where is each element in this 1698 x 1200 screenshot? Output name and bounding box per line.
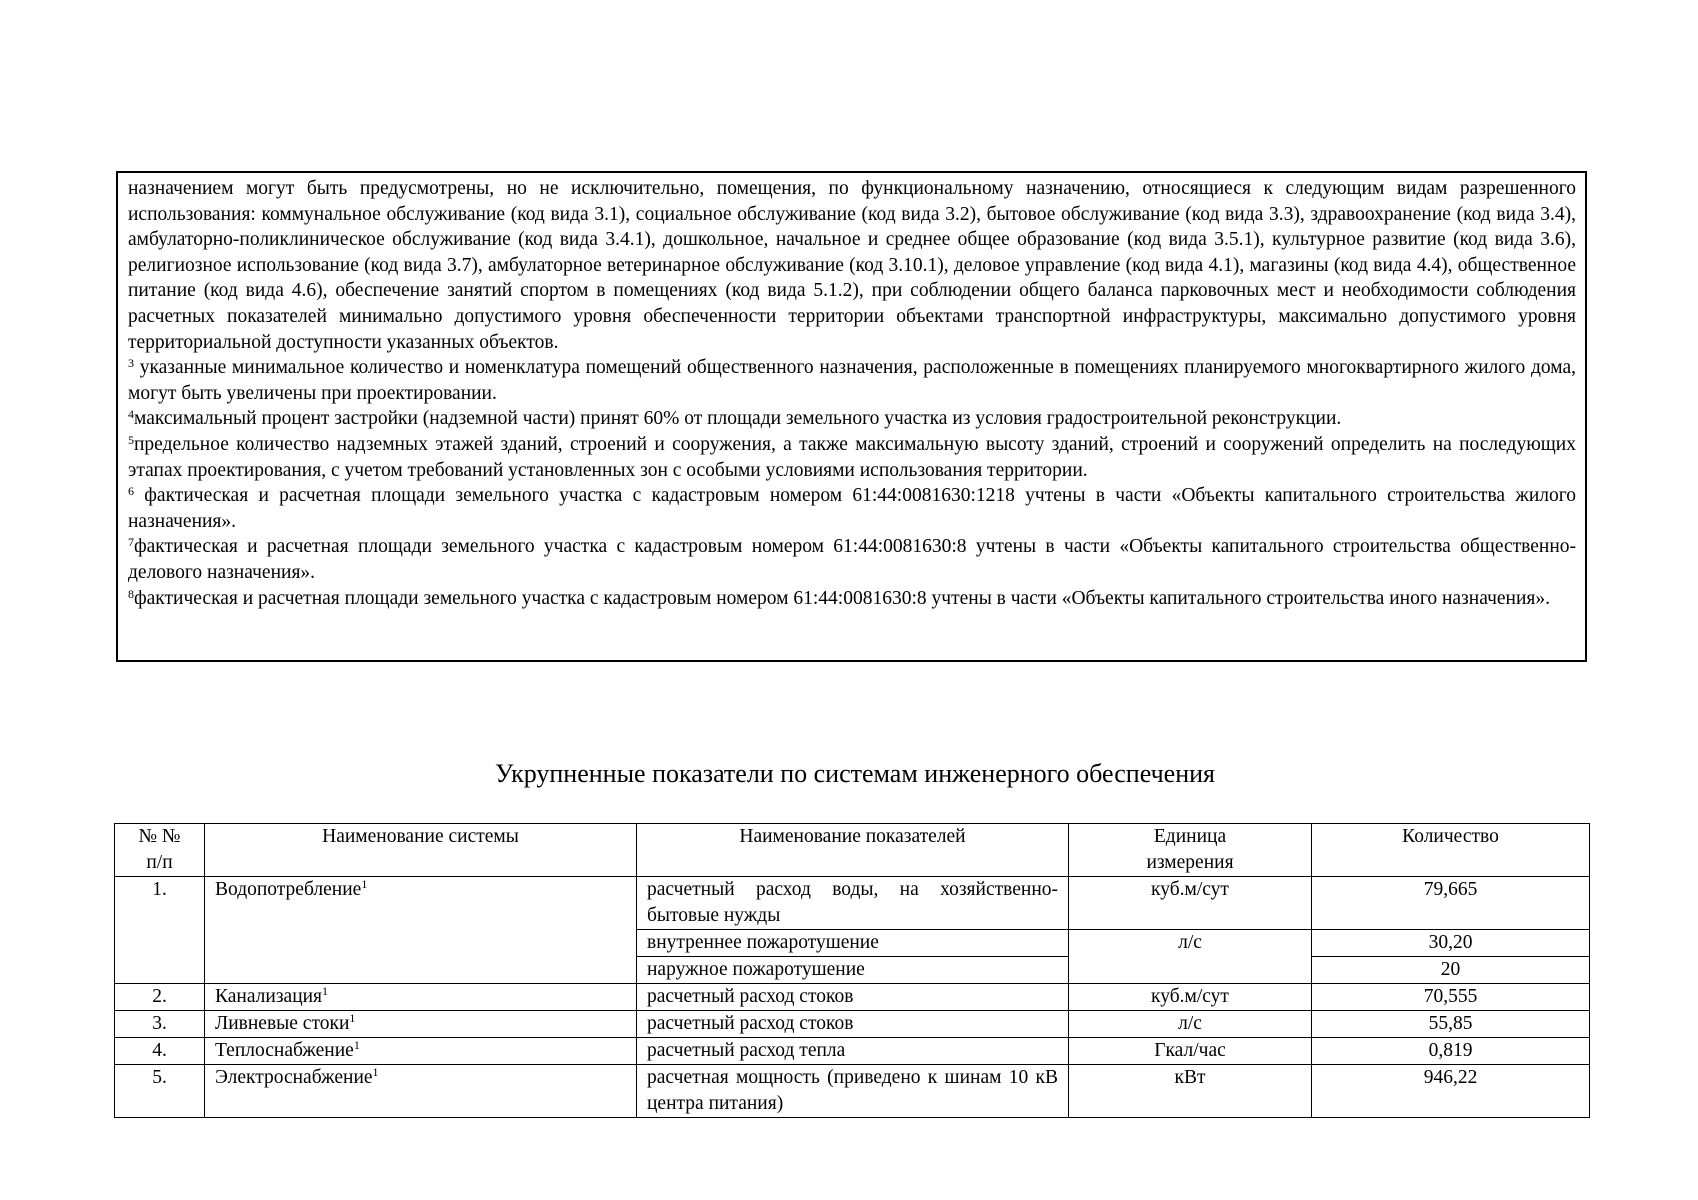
footnote-mark: 8 <box>128 586 134 601</box>
footnote-4: $^4$максимальный процент застройки (надземной части) принят 60% от площади земельного участка из условия градостроительной реконструкции. <box>128 407 1342 430</box>
footnote-mark: 6 <box>128 484 134 499</box>
system-name: Водопотребление$^1$ <box>205 877 637 984</box>
quantity: 79,665 <box>1312 877 1590 930</box>
quantity: 946,22 <box>1312 1065 1590 1118</box>
unit: Гкал/час <box>1069 1038 1312 1065</box>
indicator-name: расчетный расход стоков <box>637 1011 1069 1038</box>
header-system: Наименование системы <box>205 824 637 877</box>
footnote-6: $^6$ фактическая и расчетная площади земельного участка с кадастровым номером 61:44:0081630:1218 учтены в части «Объекты капитального строительства жилого назначения». <box>128 484 1576 532</box>
quantity: 55,85 <box>1312 1011 1590 1038</box>
table-row <box>115 1065 1590 1118</box>
footnote-mark: 7 <box>128 535 134 550</box>
system-name: Теплоснабжение$^1$ <box>205 1038 637 1065</box>
indicator-name: расчетный расход тепла <box>637 1038 1069 1065</box>
indicator-name: расчетный расход воды, на хозяйственно-бытовые нужды <box>637 877 1069 930</box>
section-title: Укрупненные показатели по системам инженерного обеспечения <box>494 759 1215 788</box>
header-number: № № п/п <box>115 824 205 877</box>
footnote-mark: 1 <box>353 1038 360 1052</box>
footnote-7: $^7$фактическая и расчетная площади земельного участка с кадастровым номером 61:44:0081630:8 учтены в части «Объекты капитального строительства общественно-делового назначения». <box>128 535 1576 583</box>
table-row <box>115 1038 1590 1065</box>
header-indicator: Наименование показателей <box>637 824 1069 877</box>
footnote-mark: 3 <box>128 356 134 371</box>
system-name: Канализация$^1$ <box>205 984 637 1011</box>
indicator-name: наружное пожаротушение <box>637 957 1069 984</box>
quantity: 20 <box>1312 957 1590 984</box>
table-row <box>115 877 1590 930</box>
row-number: 5. <box>115 1065 205 1118</box>
footnote-3: $^3$ указанные минимальное количество и номенклатура помещений общественного назначения, расположенные в помещениях планируемого многоквартирного жилого дома, могут быть увеличены при проектировании. <box>128 356 1577 404</box>
unit: куб.м/сут <box>1069 877 1312 930</box>
unit: куб.м/сут <box>1069 984 1312 1011</box>
footnote-mark: 1 <box>322 984 329 998</box>
indicator-name: внутреннее пожаротушение <box>637 930 1069 957</box>
row-number: 3. <box>115 1011 205 1038</box>
indicator-name: расчетная мощность (приведено к шинам 10 кВ центра питания) <box>637 1065 1069 1118</box>
footnote-mark: 1 <box>361 877 368 891</box>
indicator-name: расчетный расход стоков <box>637 984 1069 1011</box>
unit: л/с <box>1069 930 1312 984</box>
unit: кВт <box>1069 1065 1312 1118</box>
header-unit: Единица измерения <box>1069 824 1312 877</box>
header-quantity: Количество <box>1312 824 1590 877</box>
table-header-row <box>115 824 1590 877</box>
footnotes-box <box>116 171 1587 662</box>
footnote-8: $^8$фактическая и расчетная площади земельного участка с кадастровым номером 61:44:0081630:8 учтены в части «Объекты капитального строительства иного назначения». <box>128 586 1550 609</box>
quantity: 70,555 <box>1312 984 1590 1011</box>
footnote-5: $^5$предельное количество надземных этажей зданий, строений и сооружения, а также максимальную высоту зданий, строений и сооружений определить на последующих этапах проектирования, с учетом требований установленных зон с особыми условиями использования территории. <box>128 432 1576 481</box>
unit: л/с <box>1069 1011 1312 1038</box>
system-name: Электроснабжение$^1$ <box>205 1065 637 1118</box>
engineering-indicators-table <box>114 823 1590 1118</box>
row-number: 2. <box>115 984 205 1011</box>
row-number: 1. <box>115 877 205 984</box>
footnote-mark: 4 <box>128 407 134 422</box>
row-number: 4. <box>115 1038 205 1065</box>
quantity: 30,20 <box>1312 930 1590 957</box>
footnote-mark: 1 <box>349 1011 356 1025</box>
quantity: 0,819 <box>1312 1038 1590 1065</box>
footnote-mark: 1 <box>372 1065 379 1079</box>
table-row <box>115 1011 1590 1038</box>
table-row <box>115 984 1590 1011</box>
notes-paragraph: назначением могут быть предусмотрены, но не исключительно, помещения, по функциональному назначению, относящиеся к следующим видам разрешенного использования: коммунальное обслуживание (код вида 3.1), социальное обслуживание (код вида 3.2), бытовое обслуживание (код вида 3.3), здравоохранение (код вида 3.4), амбулаторно-поликлиническое обслуживание (код вида 3.4.1), дошкольное, начальное и среднее общее образование (код вида 3.5.1), культурное развитие (код вида 3.6), религиозное использование (код вида 3.7), амбулаторное ветеринарное обслуживание (код 3.10.1), деловое управление (код вида 4.1), магазины (код вида 4.4), общественное питание (код вида 4.6), обеспечение занятий спортом в помещениях (код вида 5.1.2), при соблюдении общего баланса парковочных мест и необходимости соблюдения расчетных показателей минимально допустимого уровня обеспеченности территории объектами транспортной инфраструктуры, максимально допустимого уровня территориальной доступности указанных объектов. <box>128 178 1576 353</box>
system-name: Ливневые стоки$^1$ <box>205 1011 637 1038</box>
footnote-mark: 5 <box>128 432 134 447</box>
